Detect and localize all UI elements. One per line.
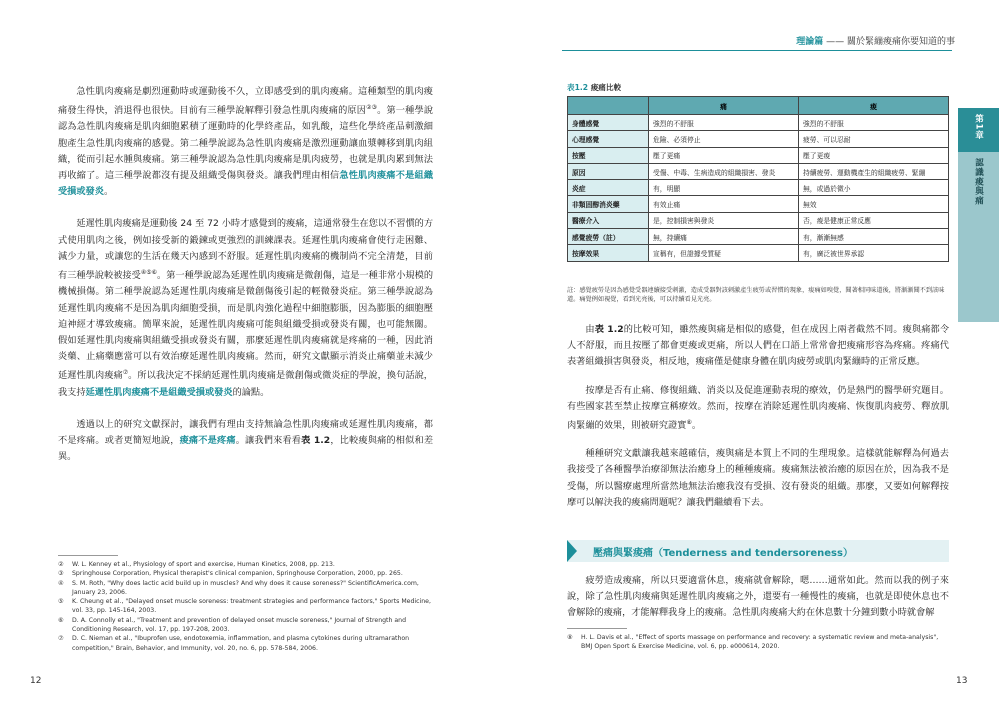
text-run: 。所以我決定不採納延遲性肌肉痠痛是微創傷或微炎症的學說，換句話說，我支持 bbox=[58, 370, 433, 398]
footnote bbox=[58, 597, 433, 616]
footnote-text: K. Cheung et al., "Delayed onset muscle soreness: treatment strategies and performance factors," Sports Medicine, vol. 33, pp. 145-164, 2003. bbox=[72, 598, 431, 615]
chapter-label: 第1章 bbox=[973, 114, 984, 140]
table-cell: 危險、必須停止 bbox=[649, 131, 799, 147]
header-rule bbox=[562, 50, 952, 51]
row-header-cell: 按摩效果 bbox=[568, 245, 649, 261]
highlighted-text: 延遲性肌肉痠痛不是組織受損或發炎 bbox=[85, 386, 233, 398]
table-row bbox=[568, 131, 949, 147]
footnote-text: S. M. Roth, "Why does lactic acid build up in muscles? And why does it cause soreness?" ScientificAmerica.com, January 23, 2006. bbox=[72, 579, 419, 596]
footnote-text: Springhouse Corporation, Physical therapist's clinical companion, Springhouse Corporation, 2000, pp. 265. bbox=[72, 570, 403, 578]
highlighted-text: 痠痛不是疼痛 bbox=[179, 435, 236, 447]
footnote-mark: ⑤ bbox=[58, 598, 64, 606]
footnote-ref: ④⑤⑥ bbox=[140, 269, 157, 277]
text-run: 。第一種學說認為急性肌肉痠痛是肌肉細胞累積了運動時的化學終產品，如乳酸，這些化學終產品刺激細胞產生急性肌肉痠痛的感覺。第二種學說認為急性肌肉痠痛是激烈運動讓血漿轉移到肌肉組織，從而引起水腫與痠痛。第三種學說認為急性肌肉痠痛是肌肉疲勞，也就是肌肉累到無法再收縮了。這三種學說都沒有提及組織受傷與發炎。讓我們理由相信 bbox=[58, 105, 434, 182]
text-run: 的比較可知，雖然痠與痛是相似的感覺，但在成因上兩者截然不同。痠與痛都令人不舒服，而且按壓了都會更痠或更痛，所以人們在口語上常常會把痠痛形容為疼痛。疼痛代表著組織損害與發炎，相反地，痠痛僅是健康身體在肌肉疲勞或肌肉緊繃時的正常反應。 bbox=[567, 324, 950, 368]
footnote-mark: ④ bbox=[58, 579, 64, 587]
footnote bbox=[58, 579, 433, 598]
table-cell: 疲勞、可以忍耐 bbox=[799, 131, 949, 147]
table-row bbox=[568, 163, 949, 179]
table-cell: 有，漸漸無感 bbox=[799, 229, 949, 245]
section-title: 壓痛與緊痠痛（Tenderness and tendersoreness） bbox=[593, 548, 853, 559]
topic-tab bbox=[958, 152, 999, 322]
row-header-cell: 醫療介入 bbox=[568, 212, 649, 228]
table-row bbox=[568, 229, 949, 245]
footnote-ref: ⑧ bbox=[686, 419, 692, 427]
footnote bbox=[58, 560, 433, 569]
table-caption bbox=[567, 82, 621, 93]
paragraph bbox=[567, 446, 949, 511]
section-arrow-icon bbox=[567, 540, 577, 562]
table-header-cell: 痛 bbox=[649, 97, 799, 115]
comparison-table bbox=[567, 96, 949, 262]
table-header-cell bbox=[568, 97, 649, 115]
table-title: 痠痛比較 bbox=[590, 83, 622, 92]
paragraph bbox=[58, 216, 433, 400]
footnote bbox=[567, 633, 949, 652]
text-run: 。 bbox=[691, 420, 702, 432]
table-row bbox=[568, 147, 949, 163]
bold-text: 表 1.2 bbox=[301, 435, 331, 447]
table-cell: 是，控制損害與發炎 bbox=[649, 212, 799, 228]
table-row bbox=[568, 212, 949, 228]
section-heading bbox=[567, 540, 949, 562]
table-body bbox=[568, 115, 949, 262]
table-cell: 有效止痛 bbox=[649, 196, 799, 212]
footnote-text: W. L. Kenney et al., Physiology of sport and exercise, Human Kinetics, 2008, pp. 213. bbox=[72, 561, 335, 568]
table-row bbox=[568, 115, 949, 131]
footnote-ref: ⑦ bbox=[122, 369, 129, 377]
right-body-2 bbox=[567, 573, 949, 622]
footnote-ref: ②③ bbox=[366, 104, 378, 112]
row-header-cell: 炎症 bbox=[568, 180, 649, 196]
left-body bbox=[58, 84, 433, 465]
highlighted-text: 急性肌肉痠痛不是組織受損或發炎 bbox=[58, 170, 434, 198]
table-cell: 壓了更痠 bbox=[799, 147, 949, 163]
table-header-cell: 痠 bbox=[799, 97, 949, 115]
paragraph bbox=[567, 573, 949, 622]
text-run: 急性肌肉痠痛是劇烈運動時或運動後不久，立即感受到的肌肉痠痛。這種類型的肌肉痠痛發生得快，消退得也很快。目前有三種學說解釋引發急性肌肉痠痛的原因 bbox=[58, 86, 433, 117]
text-run: 由 bbox=[585, 324, 595, 335]
table-cell: 壓了更痛 bbox=[649, 147, 799, 163]
table-cell: 強烈的不舒服 bbox=[649, 115, 799, 131]
bold-text: 表 1.2 bbox=[594, 324, 624, 335]
topic-label: 認識痠與痛 bbox=[973, 158, 984, 206]
table-cell: 持續疲勞、運動機產生的組織疲勞、緊繃 bbox=[799, 163, 949, 179]
table-row bbox=[568, 245, 949, 261]
left-page bbox=[0, 0, 499, 706]
row-header-cell: 感覺疲勞（註） bbox=[568, 229, 649, 245]
text-run: 疲勞造成痠痛，所以只要適當休息，痠痛就會解除，嗯……通常如此。然而以我的例子來說，除了急性肌肉痠痛與延遲性肌肉痠痛之外，還要有一種慢性的痠痛，也就是即使休息也不會解除的痠痛，才能解釋我身上的痠痛。急性肌肉痠痛大約在休息數十分鐘到數小時就會解 bbox=[567, 575, 949, 619]
text-run: 種種研究文獻讓我越來越確信，痠與痛是本質上不同的生理現象。這樣就能解釋為何過去我接受了各種醫學治療卻無法治癒身上的種種痠痛。痠痛無法被治癒的原因在於，因為我不是受傷，所以醫療處理所當然地無法治癒我沒有受損、沒有發炎的組織。那麼，又要如何解釋按摩可以解決我的痠痛問題呢？讓我們繼續看下去。 bbox=[567, 448, 949, 508]
row-header-cell: 按壓 bbox=[568, 147, 649, 163]
footnote-mark: ⑥ bbox=[58, 616, 64, 624]
paragraph bbox=[567, 322, 949, 371]
running-header bbox=[796, 34, 955, 47]
table-cell: 否，痠是健康正常反應 bbox=[799, 212, 949, 228]
paragraph bbox=[58, 417, 433, 466]
footnote-mark: ⑦ bbox=[58, 635, 64, 643]
footnote-divider bbox=[567, 628, 627, 629]
table-cell: 有，廣泛被世界承認 bbox=[799, 245, 949, 261]
table-cell: 受傷、中毒、生病造成的組織損害、發炎 bbox=[649, 163, 799, 179]
row-header-cell: 原因 bbox=[568, 163, 649, 179]
table-note: 註：感覺疲勞是因為感覺受器連續接受刺激，造成受器對該刺激產生疲勞或習慣的現象，痠痛如嗅覺，聞著相同味道後，將漸漸聞不到該味道。痛覺例如視覺，看到光亮後，可以持續看見光亮。 bbox=[567, 287, 945, 304]
footnotes bbox=[58, 560, 433, 653]
footnote-mark: ② bbox=[58, 561, 64, 568]
paragraph bbox=[567, 383, 949, 435]
footnotes bbox=[567, 633, 949, 652]
right-body bbox=[567, 322, 949, 511]
chapter-tab bbox=[958, 108, 999, 152]
page-number: 13 bbox=[956, 676, 968, 686]
footnote-divider bbox=[58, 555, 118, 556]
text-run: 的論點。 bbox=[232, 386, 270, 398]
text-run: ，比較痠與痛的相似和差異。 bbox=[58, 435, 434, 463]
row-header-cell: 非類固醇消炎藥 bbox=[568, 196, 649, 212]
footnote bbox=[58, 634, 433, 653]
table-cell: 有，明顯 bbox=[649, 180, 799, 196]
text-run: 。讓我們來看看 bbox=[235, 435, 302, 447]
footnote-text: H. L. Davis et al., "Effect of sports massage on performance and recovery: a systematic review and meta-analysis", BMJ Open Sport & Exercise Medicine, vol. 6, pp. e000614, 2020. bbox=[581, 634, 939, 651]
table-cell: 宣稱有，但證據受質疑 bbox=[649, 245, 799, 261]
row-header-cell: 身體感覺 bbox=[568, 115, 649, 131]
footnote bbox=[58, 569, 433, 578]
table-row bbox=[568, 180, 949, 196]
table-cell: 無，或過於微小 bbox=[799, 180, 949, 196]
footnote bbox=[58, 616, 433, 635]
table-cell: 無，持續痛 bbox=[649, 229, 799, 245]
table-cell: 強烈的不舒服 bbox=[799, 115, 949, 131]
header-section: 理論篇 bbox=[796, 37, 824, 47]
footnote-text: D. C. Nieman et al., "Ibuprofen use, endotoxemia, inflammation, and plasma cytokines during ultramarathon competition," Brain, Behavior, and Immunity, vol. 20, no. 6, pp. 578-584, 2006. bbox=[72, 635, 410, 652]
header-separator: —— bbox=[826, 37, 845, 47]
table-cell: 無效 bbox=[799, 196, 949, 212]
paragraph bbox=[58, 84, 433, 200]
text-run: 。第一種學說認為延遲性肌肉痠痛是微創傷，這是一種非常小規模的機械損傷。第二種學說認為延遲性肌肉痠痛是微創傷後引起的輕微發炎症。第三種學說認為延遲性肌肉痠痛不是因為肌肉細胞受損，而是肌肉強化過程中細胞膨脹，因為膨脹的細胞壓迫神經才導致痠痛。簡單來說，延遲性肌肉痠痛可能與組織受損或發炎有關，也可能無關。假如延遲性肌肉痠痛與組織受損或發炎有關，那麼延遲性肌肉痠痛就是疼痛的一種，因此消炎藥、止痛藥應當可以有效治療延遲性肌肉痠痛。然而，研究文獻顯示消炎止痛藥並未減少延遲性肌肉痠痛 bbox=[58, 270, 434, 382]
footnote-mark: ③ bbox=[58, 570, 64, 578]
table-number: 表1.2 bbox=[567, 83, 589, 92]
text-run: 透過以上的研究文獻探討，讓我們有理由支持無論急性肌肉痠痛或延遲性肌肉痠痛，都不是疼痛。或者更簡短地說， bbox=[58, 418, 433, 447]
row-header-cell: 心理感覺 bbox=[568, 131, 649, 147]
footnote-text: D. A. Connolly et al., "Treatment and prevention of delayed onset muscle soreness," Journal of Strength and Conditioning Research, vol. 17, pp. 197-208, 2003. bbox=[72, 616, 407, 634]
page-number: 12 bbox=[30, 676, 42, 686]
header-title: 關於緊繃痠痛你要知道的事 bbox=[846, 37, 955, 47]
text-run: 按摩是否有止痛、修復組織、消炎以及促進運動表現的療效，仍是熱門的醫學研究題目。有些國家甚至禁止按摩宣稱療效。然而，按摩在消除延遲性肌肉痠痛、恢復肌肉疲勞、釋放肌肉緊繃的效果，則被研究證實 bbox=[567, 384, 949, 432]
table-row bbox=[568, 196, 949, 212]
footnote-mark: ⑧ bbox=[567, 634, 573, 641]
text-run: 。 bbox=[103, 186, 114, 198]
text-run: 延遲性肌肉痠痛是運動後 24 至 72 小時才感覺到的痠痛，這通常發生在您以不習慣的方式使用肌肉之後，例如接受新的鍛鍊或更強烈的訓練課表。延遲性肌肉痠痛會使行走困難、減少力量，或讓您的生活在幾天內感到不舒服。延遲性肌肉痠痛的機制尚不完全清楚，目前有三種學說較被接受 bbox=[58, 218, 434, 282]
